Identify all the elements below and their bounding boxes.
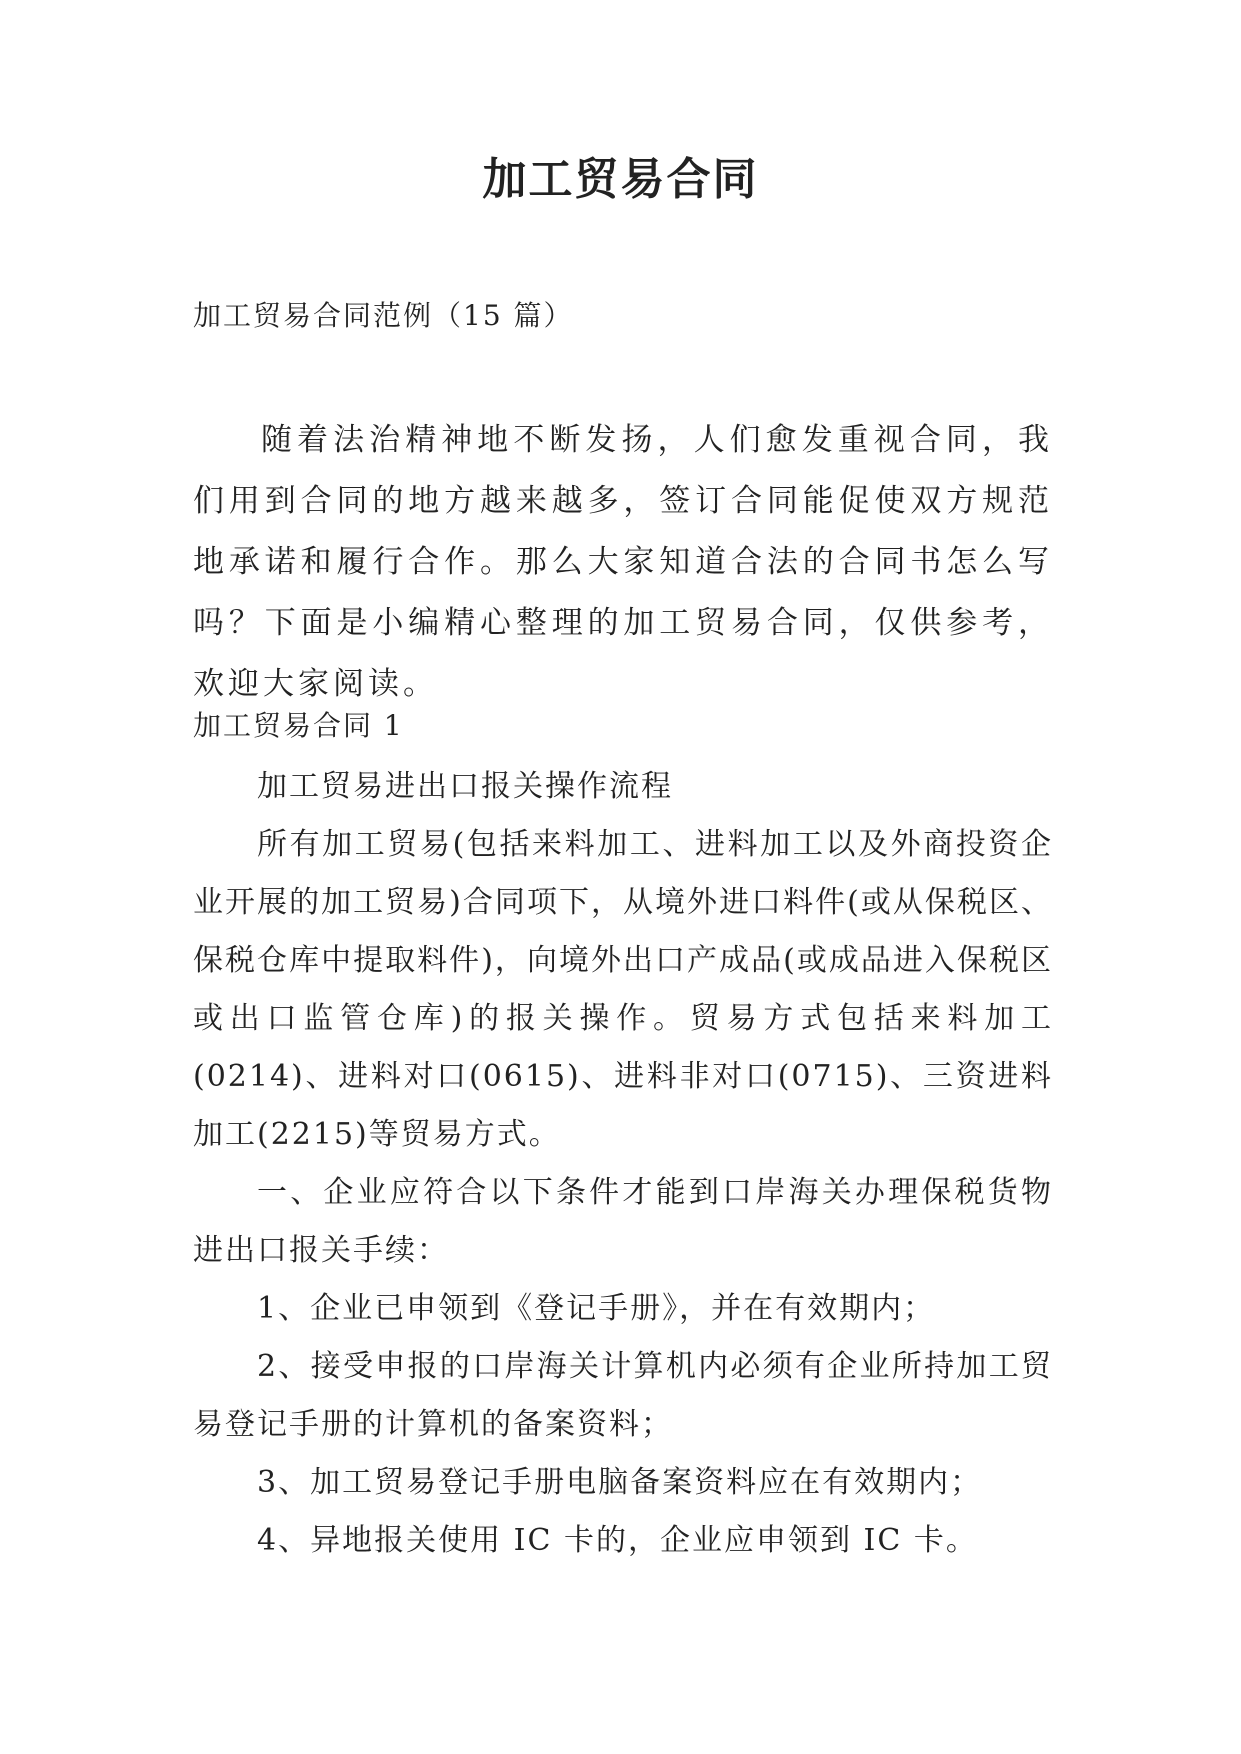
body-paragraph-item-3: 3、加工贸易登记手册电脑备案资料应在有效期内； xyxy=(257,1465,983,1500)
body-paragraph-conditions: 一、企业应符合以下条件才能到口岸海关办理保税货物进出口报关手续： xyxy=(193,1175,1053,1268)
document-title: 加工贸易合同 xyxy=(482,154,759,205)
intro-paragraph: 随着法治精神地不断发扬，人们愈发重视合同，我们用到合同的地方越来越多，签订合同能促使双方规范地承诺和履行合作。那么大家知道合法的合同书怎么写吗？下面是小编精心整理的加工贸易合同，仅供参考，欢迎大家阅读。 xyxy=(193,422,1053,702)
body-paragraph-item-2: 2、接受申报的口岸海关计算机内必须有企业所持加工贸易登记手册的计算机的备案资料； xyxy=(193,1349,1053,1442)
body-paragraph-item-4: 4、异地报关使用 IC 卡的，企业应申领到 IC 卡。 xyxy=(257,1523,978,1558)
body-paragraph-item-1: 1、企业已申领到《登记手册》，并在有效期内； xyxy=(257,1291,936,1326)
document-subtitle: 加工贸易合同范例（15 篇） xyxy=(193,299,574,332)
body-paragraph-scope: 所有加工贸易(包括来料加工、进料加工以及外商投资企业开展的加工贸易)合同项下，从境外进口料件(或从保税区、保税仓库中提取料件)，向境外出口产成品(或成品进入保税区或出口监管仓库)的报关操作。贸易方式包括来料加工(0214)、进料对口(0615)、进料非对口(0715)、三资进料加工(2215)等贸易方式。 xyxy=(193,827,1053,1152)
section-heading: 加工贸易合同 1 xyxy=(193,709,404,742)
body-paragraph-process-title: 加工贸易进出口报关操作流程 xyxy=(257,769,673,804)
section-body xyxy=(193,758,1053,1570)
